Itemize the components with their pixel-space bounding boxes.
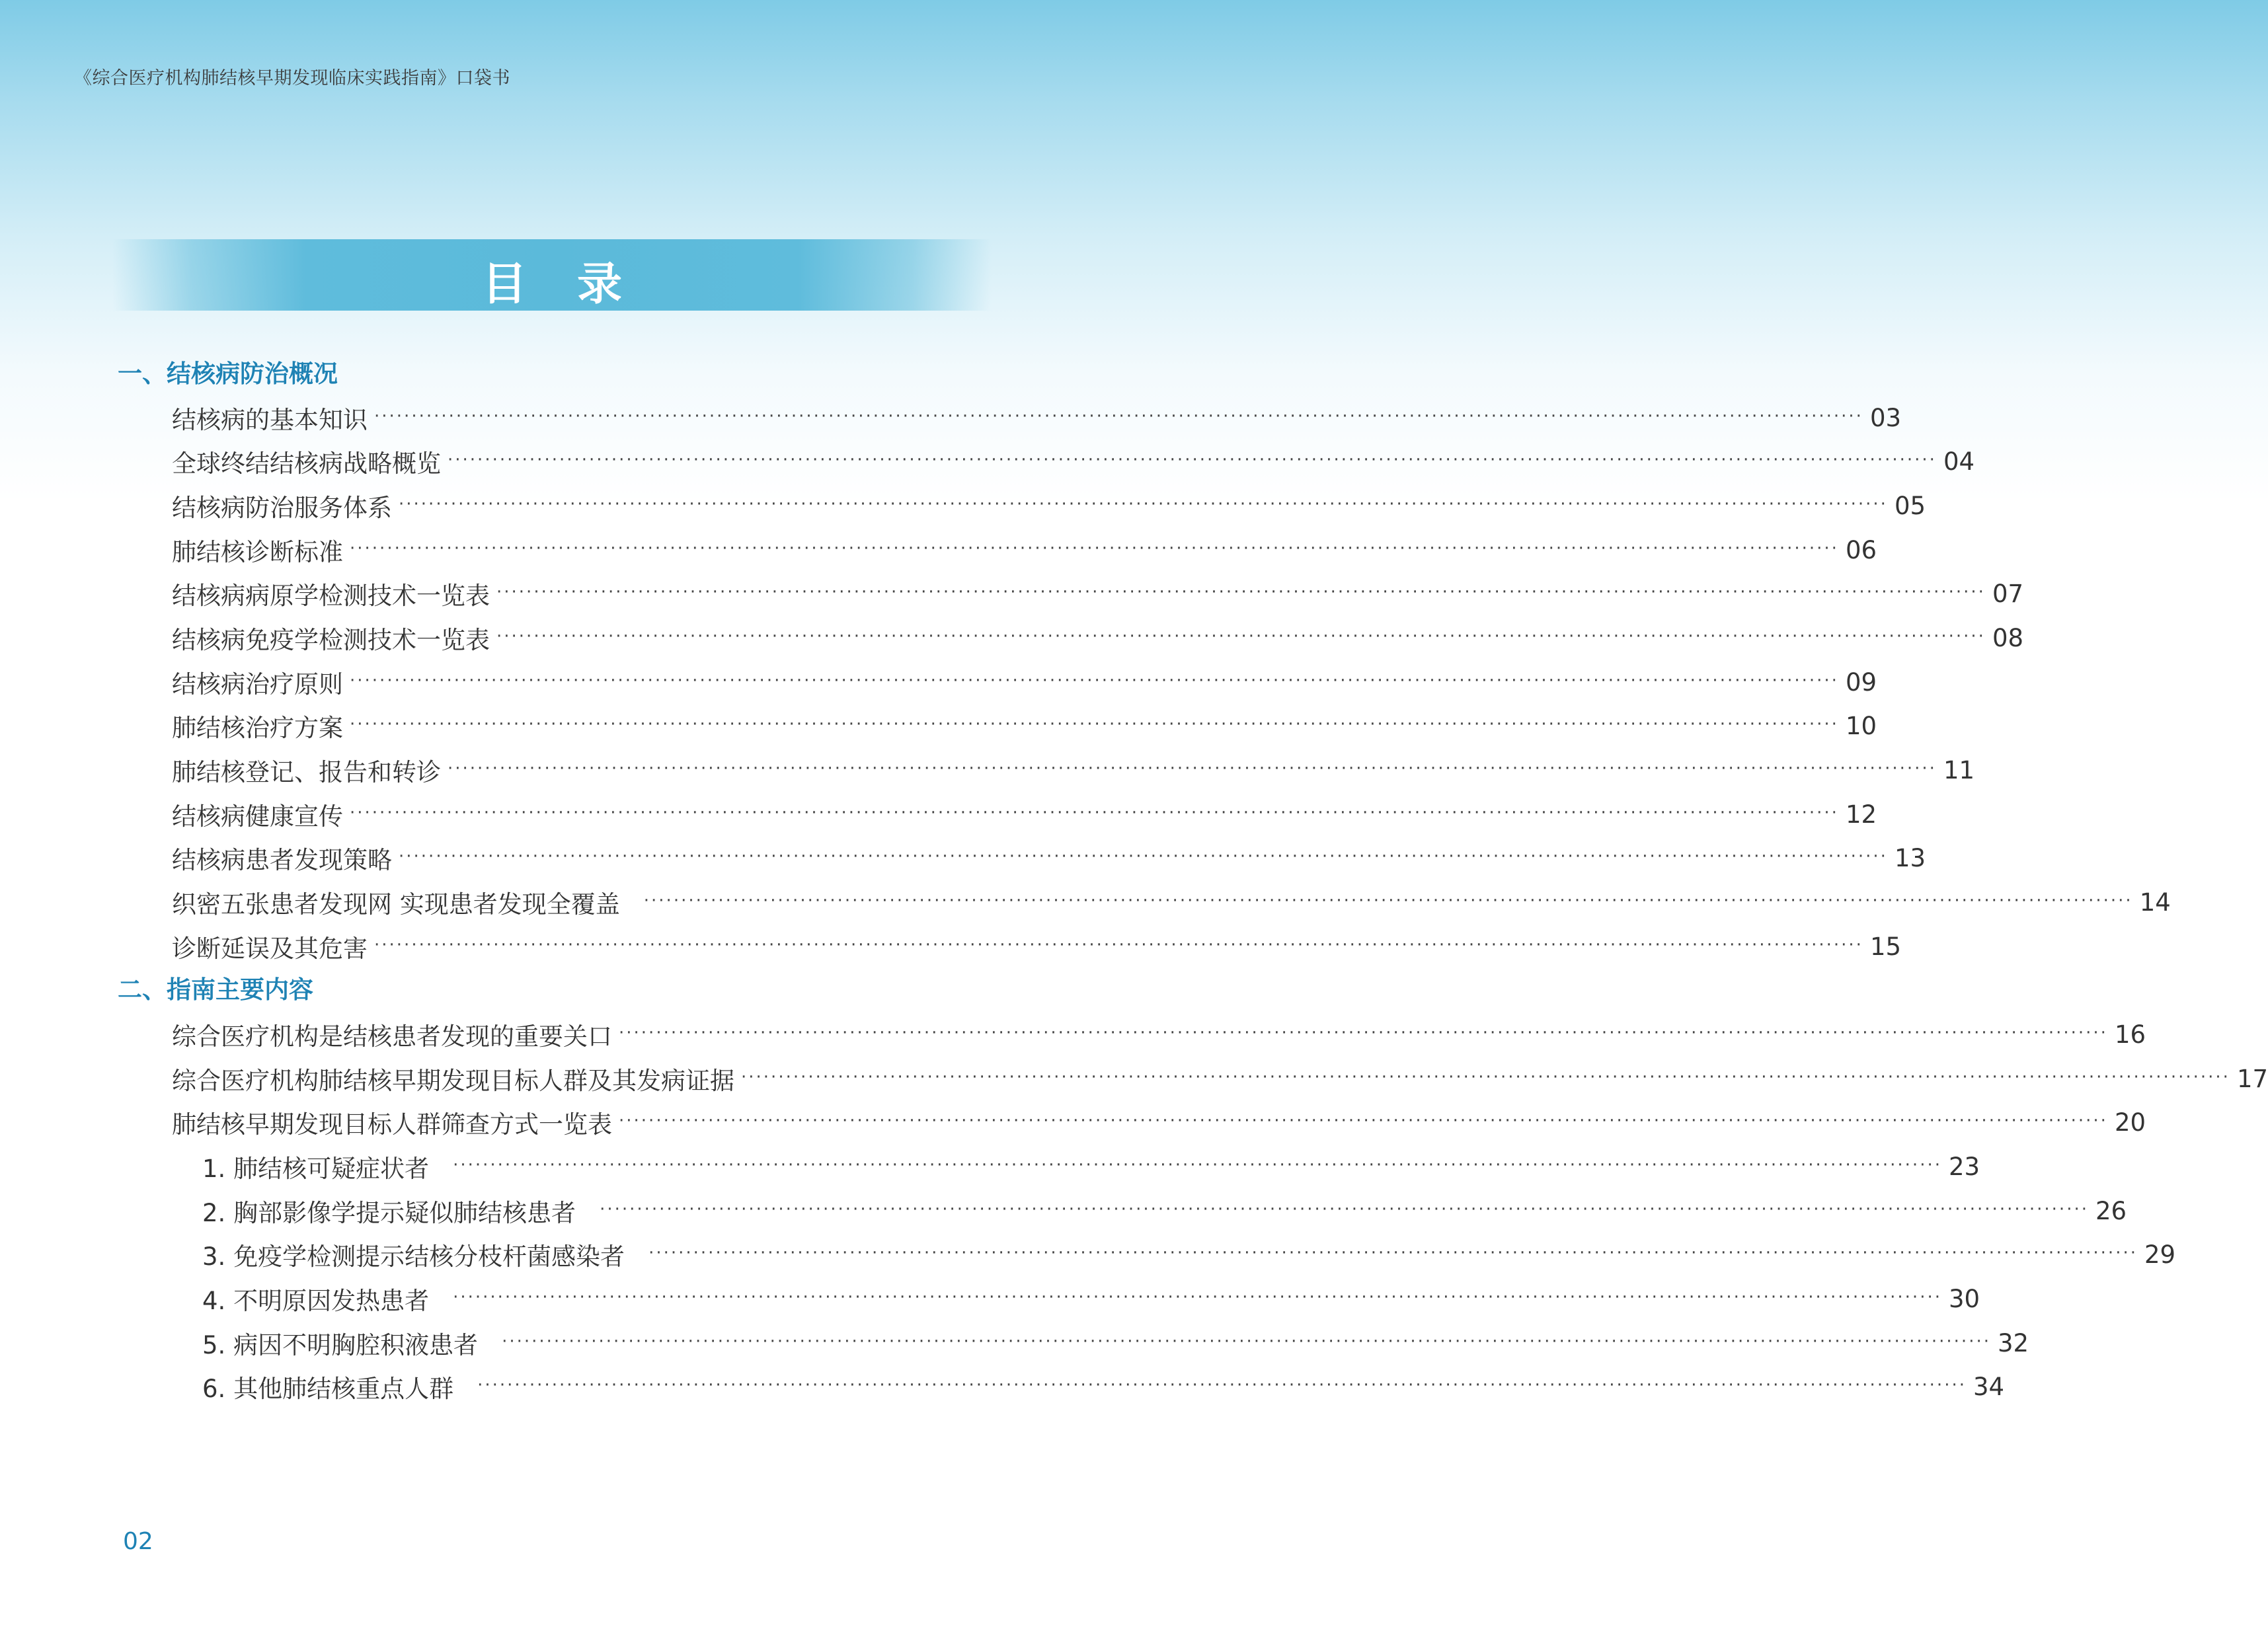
- toc-subentry[interactable]: [202, 1367, 2005, 1406]
- dot-leader: ········································································································································································································: [600, 1200, 2089, 1219]
- toc-entry[interactable]: [172, 441, 1975, 481]
- dot-leader: ········································································································································································································: [350, 671, 1839, 691]
- toc-subentry[interactable]: [202, 1191, 2127, 1231]
- toc-entry-label: 6. 其他肺结核重点人群: [202, 1375, 454, 1403]
- toc-entry-label: 肺结核治疗方案: [172, 714, 343, 742]
- dot-leader: ········································································································································································································: [374, 406, 1863, 426]
- toc-entry-label: 4. 不明原因发热患者: [202, 1287, 430, 1315]
- toc-entry[interactable]: [172, 927, 1902, 966]
- dot-leader: ········································································································································································································: [350, 539, 1839, 558]
- toc-entry-label: 织密五张患者发现网 实现患者发现全覆盖: [172, 890, 620, 919]
- toc-entry[interactable]: [172, 882, 2171, 922]
- toc-entry-label: 肺结核诊断标准: [172, 538, 343, 566]
- toc-entry-label: 综合医疗机构肺结核早期发现目标人群及其发病证据: [172, 1067, 734, 1095]
- toc-entry[interactable]: [172, 750, 1975, 790]
- toc-entry-label: 结核病免疫学检测技术一览表: [172, 626, 490, 654]
- toc-entry-page: 05: [1894, 491, 1926, 520]
- dot-leader: ········································································································································································································: [648, 1243, 2138, 1263]
- toc-entry-page: 03: [1869, 403, 1902, 432]
- toc-entry-label: 2. 胸部影像学提示疑似肺结核患者: [202, 1199, 576, 1227]
- toc-entry[interactable]: [172, 1102, 2146, 1142]
- book-title: 《综合医疗机构肺结核早期发现临床实践指南》口袋书: [74, 68, 510, 89]
- dot-leader: ········································································································································································································: [496, 582, 1986, 602]
- toc-entry-page: 15: [1869, 932, 1902, 961]
- toc-entry-page: 12: [1845, 800, 1877, 829]
- dot-leader: ········································································································································································································: [399, 847, 1888, 866]
- dot-leader: ········································································································································································································: [619, 1023, 2108, 1043]
- toc-entry-page: 06: [1845, 535, 1877, 564]
- toc-subentry[interactable]: [202, 1279, 1980, 1318]
- toc-entry[interactable]: [172, 618, 2024, 658]
- toc-entry[interactable]: [172, 1014, 2146, 1054]
- toc-entry-label: 肺结核早期发现目标人群筛查方式一览表: [172, 1110, 612, 1139]
- dot-leader: ········································································································································································································: [453, 1287, 1942, 1307]
- page-number: 02: [123, 1528, 153, 1555]
- toc-entry-page: 32: [1998, 1328, 2029, 1357]
- toc-title-band: [112, 239, 992, 311]
- toc-entry-label: 结核病治疗原则: [172, 670, 343, 699]
- dot-leader: ········································································································································································································: [374, 935, 1863, 955]
- toc-entry-page: 26: [2095, 1196, 2127, 1225]
- toc-entry[interactable]: [172, 1059, 2268, 1098]
- toc-entry-page: 09: [1845, 667, 1877, 697]
- dot-leader: ········································································································································································································: [502, 1332, 1991, 1352]
- section-heading: 一、结核病防治概况: [118, 360, 338, 388]
- dot-leader: ········································································································································································································: [350, 714, 1839, 734]
- dot-leader: ········································································································································································································: [619, 1111, 2108, 1131]
- toc-entry-label: 结核病病原学检测技术一览表: [172, 582, 490, 610]
- toc-entry-label: 肺结核登记、报告和转诊: [172, 758, 441, 786]
- toc-entry-label: 5. 病因不明胸腔积液患者: [202, 1331, 479, 1359]
- toc-entry-page: 14: [2139, 888, 2171, 917]
- toc-entry-page: 16: [2114, 1020, 2146, 1049]
- toc-entry[interactable]: [172, 662, 1877, 702]
- toc-entry-label: 综合医疗机构是结核患者发现的重要关口: [172, 1022, 612, 1051]
- toc-entry[interactable]: [172, 398, 1902, 438]
- toc-entry-label: 结核病防治服务体系: [172, 494, 392, 522]
- toc-entry-page: 10: [1845, 711, 1877, 740]
- toc-entry[interactable]: [172, 486, 1926, 525]
- toc-entry-label: 全球终结结核病战略概览: [172, 449, 441, 478]
- dot-leader: ········································································································································································································: [496, 627, 1986, 646]
- toc-entry-page: 20: [2114, 1108, 2146, 1137]
- dot-leader: ········································································································································································································: [643, 891, 2133, 911]
- toc-entry-label: 1. 肺结核可疑症状者: [202, 1155, 430, 1183]
- toc-entry-page: 23: [1949, 1152, 1980, 1181]
- toc-entry-page: 07: [1992, 579, 2024, 608]
- toc-entry-label: 结核病健康宣传: [172, 802, 343, 831]
- toc-entry[interactable]: [172, 794, 1877, 834]
- dot-leader: ········································································································································································································: [453, 1155, 1942, 1175]
- toc-entry[interactable]: [172, 838, 1926, 878]
- toc-entry[interactable]: [172, 574, 2024, 613]
- toc-entry[interactable]: [172, 530, 1877, 570]
- toc-subentry[interactable]: [202, 1235, 2176, 1274]
- dot-leader: ········································································································································································································: [448, 450, 1937, 470]
- toc-title: 目录: [481, 258, 672, 311]
- toc-entry-label: 诊断延误及其危害: [172, 934, 368, 963]
- section-heading: 二、指南主要内容: [118, 975, 313, 1004]
- toc-entry-page: 17: [2236, 1064, 2268, 1093]
- dot-leader: ········································································································································································································: [741, 1067, 2230, 1087]
- toc-entry-page: 34: [1973, 1372, 2005, 1401]
- toc-entry-label: 3. 免疫学检测提示结核分枝杆菌感染者: [202, 1242, 625, 1271]
- dot-leader: ········································································································································································································: [350, 803, 1839, 823]
- dot-leader: ········································································································································································································: [477, 1375, 1967, 1395]
- toc-entry-page: 13: [1894, 843, 1926, 872]
- dot-leader: ········································································································································································································: [448, 759, 1937, 779]
- toc-entry-page: 11: [1943, 755, 1975, 784]
- toc-entry-page: 29: [2144, 1240, 2176, 1269]
- toc-subentry[interactable]: [202, 1323, 2029, 1363]
- toc-entry-label: 结核病患者发现策略: [172, 846, 392, 874]
- toc-entry-page: 04: [1943, 447, 1975, 476]
- toc-entry-page: 30: [1949, 1284, 1980, 1313]
- toc-entry[interactable]: [172, 706, 1877, 745]
- toc-subentry[interactable]: [202, 1147, 1980, 1186]
- toc-entry-page: 08: [1992, 623, 2024, 652]
- dot-leader: ········································································································································································································: [399, 494, 1888, 514]
- toc-entry-label: 结核病的基本知识: [172, 406, 368, 434]
